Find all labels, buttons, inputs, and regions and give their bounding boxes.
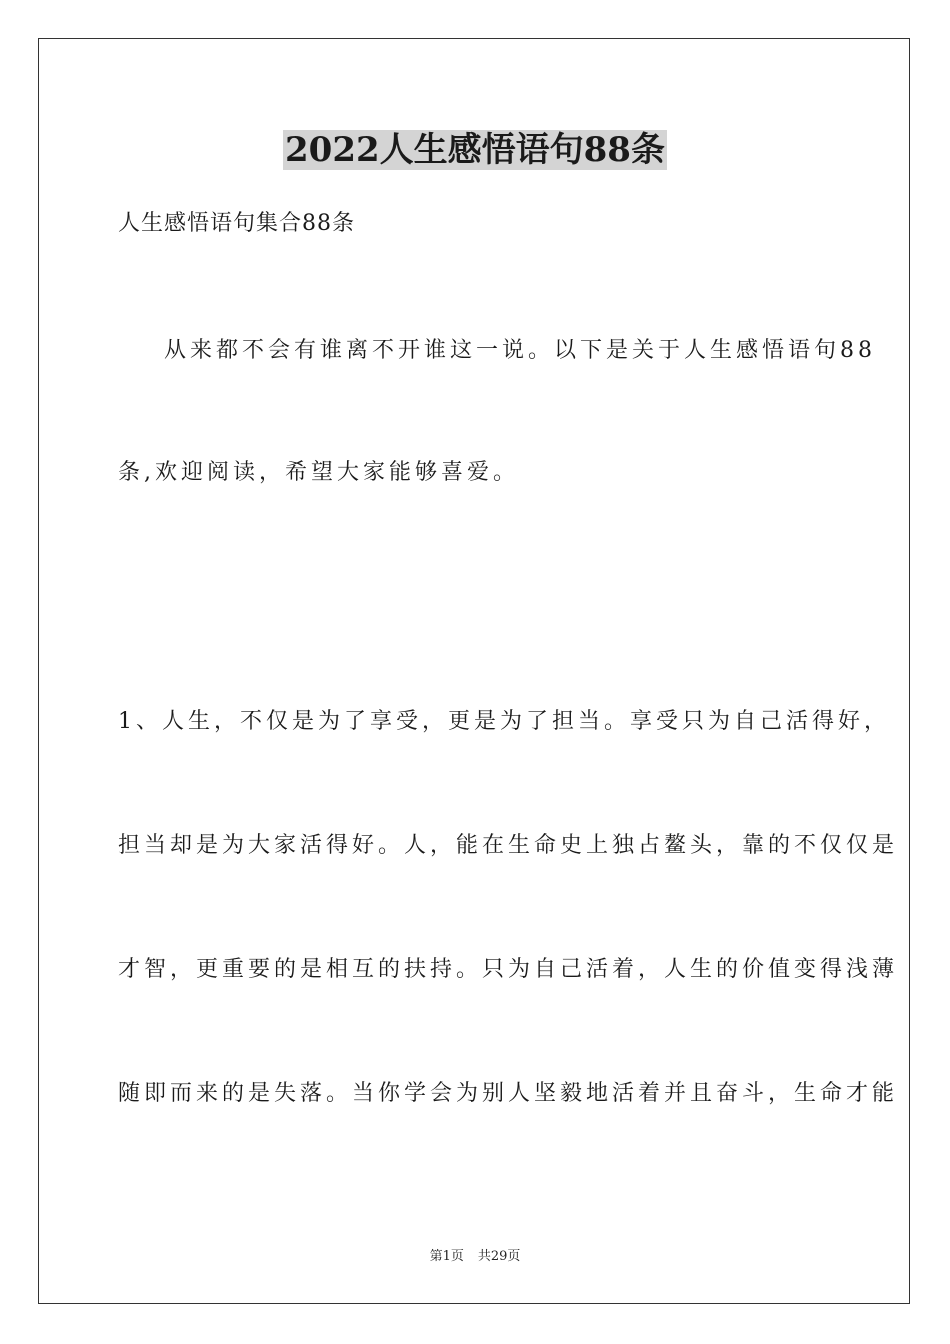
document-title [0,128,950,172]
paragraph-1-line-1: 1、人生，不仅是为了享受，更是为了担当。享受只为自己活得好， [118,709,890,734]
page-number: 第1页 [429,1249,464,1264]
paragraph-1-line-2: 担当却是为大家活得好。人，能在生命史上独占鳌头，靠的不仅仅是 [118,833,899,858]
page-total: 共29页 [477,1249,521,1264]
paragraph-1-line-3: 才智，更重要的是相互的扶持。只为自己活着，人生的价值变得浅薄 [118,957,899,982]
document-subtitle: 人生感悟语句集合88条 [118,211,355,236]
intro-line-2: 条,欢迎阅读，希望大家能够喜爱。 [118,460,519,485]
document-title-text: 2022人生感悟语句88条 [285,130,665,170]
page-footer [0,1248,950,1266]
intro-line-1: 从来都不会有谁离不开谁这一说。以下是关于人生感悟语句88 [164,338,876,363]
paragraph-1-line-4: 随即而来的是失落。当你学会为别人坚毅地活着并且奋斗，生命才能 [118,1081,899,1106]
